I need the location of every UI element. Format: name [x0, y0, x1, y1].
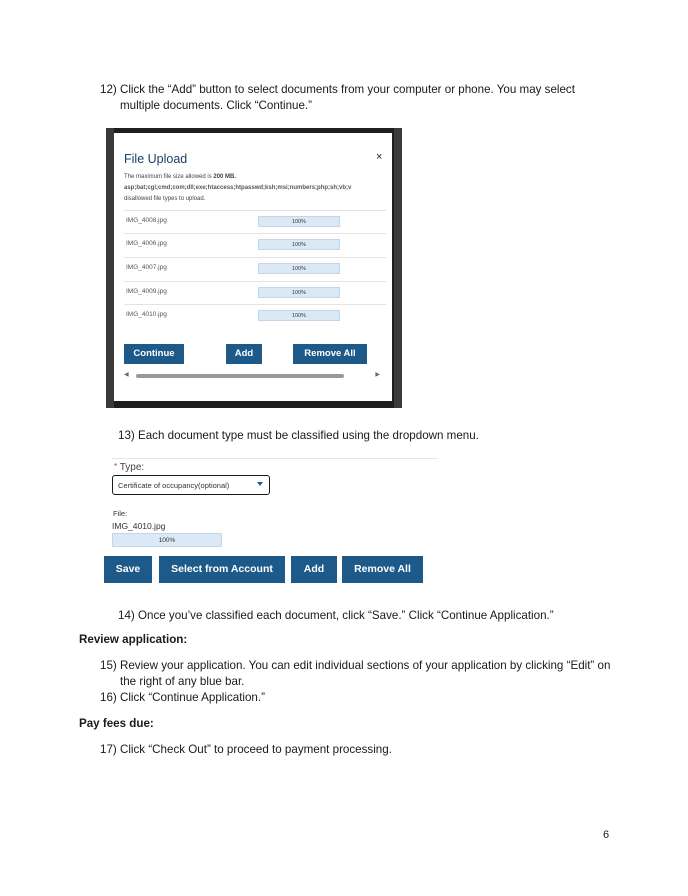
max-size-value: 200 MB.: [213, 174, 237, 180]
disallowed-label: disallowed file types to upload.: [124, 196, 206, 202]
file-row: [124, 304, 386, 327]
divider: [112, 458, 438, 459]
step-16: 16) Click “Continue Application.”: [100, 691, 265, 704]
save-button[interactable]: Save: [104, 556, 152, 583]
disallowed-types: asp;bat;cgi;cmd;com;dll;exe;htaccess;htpasswd;ksh;msi;numbers;php;sh;vb;v: [124, 185, 352, 191]
file-progress-bar: 100%: [258, 287, 340, 298]
type-dropdown-value: Certificate of occupancy(optional): [118, 481, 230, 490]
type-label-text: Type:: [119, 462, 145, 473]
file-progress-bar: 100%: [112, 533, 222, 547]
type-label: [114, 462, 144, 473]
scrollbar-thumb[interactable]: [136, 374, 344, 378]
file-name: IMG_4006.jpg: [126, 240, 167, 247]
file-row: [124, 233, 386, 256]
max-size-info: [124, 174, 236, 180]
file-progress-bar: 100%: [258, 263, 340, 274]
step-15-line-1: 15) Review your application. You can edit individual sections of your application by clicking “Edit” on: [100, 659, 611, 672]
step-13: 13) Each document type must be classified using the dropdown menu.: [118, 429, 479, 442]
step-12-line-2: multiple documents. Click “Continue.”: [120, 99, 313, 112]
select-from-account-button[interactable]: Select from Account: [159, 556, 285, 583]
step-12-line-1: 12) Click the “Add” button to select documents from your computer or phone. You may select: [100, 83, 575, 96]
scroll-right-arrow-icon[interactable]: ▶: [375, 372, 380, 378]
remove-all-button[interactable]: Remove All: [342, 556, 423, 583]
screenshot-edge-left: [106, 128, 114, 408]
page-number: 6: [603, 829, 610, 841]
file-progress-bar: 100%: [258, 310, 340, 321]
review-heading: Review application:: [79, 633, 188, 646]
close-icon[interactable]: ×: [376, 151, 383, 163]
step-15-line-2: the right of any blue bar.: [120, 675, 245, 688]
file-upload-dialog: [114, 133, 392, 401]
horizontal-scrollbar[interactable]: [124, 373, 386, 379]
add-button[interactable]: Add: [226, 344, 262, 364]
required-marker: *: [114, 462, 118, 471]
file-row: [124, 281, 386, 304]
file-name: IMG_4008.jpg: [126, 217, 167, 224]
file-name: IMG_4007.jpg: [126, 264, 167, 271]
scroll-left-arrow-icon[interactable]: ◀: [124, 372, 129, 378]
chevron-down-icon: [257, 482, 263, 486]
file-row: [124, 257, 386, 280]
add-button[interactable]: Add: [291, 556, 337, 583]
step-14: 14) Once you’ve classified each document, click “Save.” Click “Continue Application.”: [118, 609, 554, 622]
step-17: 17) Click “Check Out” to proceed to payment processing.: [100, 743, 392, 756]
max-size-prefix: The maximum file size allowed is: [124, 174, 214, 180]
continue-button[interactable]: Continue: [124, 344, 184, 364]
file-row: [124, 210, 386, 233]
file-name-value: IMG_4010.jpg: [112, 521, 166, 531]
file-progress-bar: 100%: [258, 239, 340, 250]
file-upload-screenshot: [106, 128, 402, 408]
file-name: IMG_4009.jpg: [126, 288, 167, 295]
remove-all-button[interactable]: Remove All: [293, 344, 367, 364]
file-label: File:: [113, 509, 128, 518]
file-name: IMG_4010.jpg: [126, 311, 167, 318]
screenshot-edge-right: [394, 128, 402, 408]
pay-heading: Pay fees due:: [79, 717, 154, 730]
file-progress-bar: 100%: [258, 216, 340, 227]
type-dropdown[interactable]: [112, 475, 270, 495]
dialog-title: File Upload: [124, 152, 188, 166]
